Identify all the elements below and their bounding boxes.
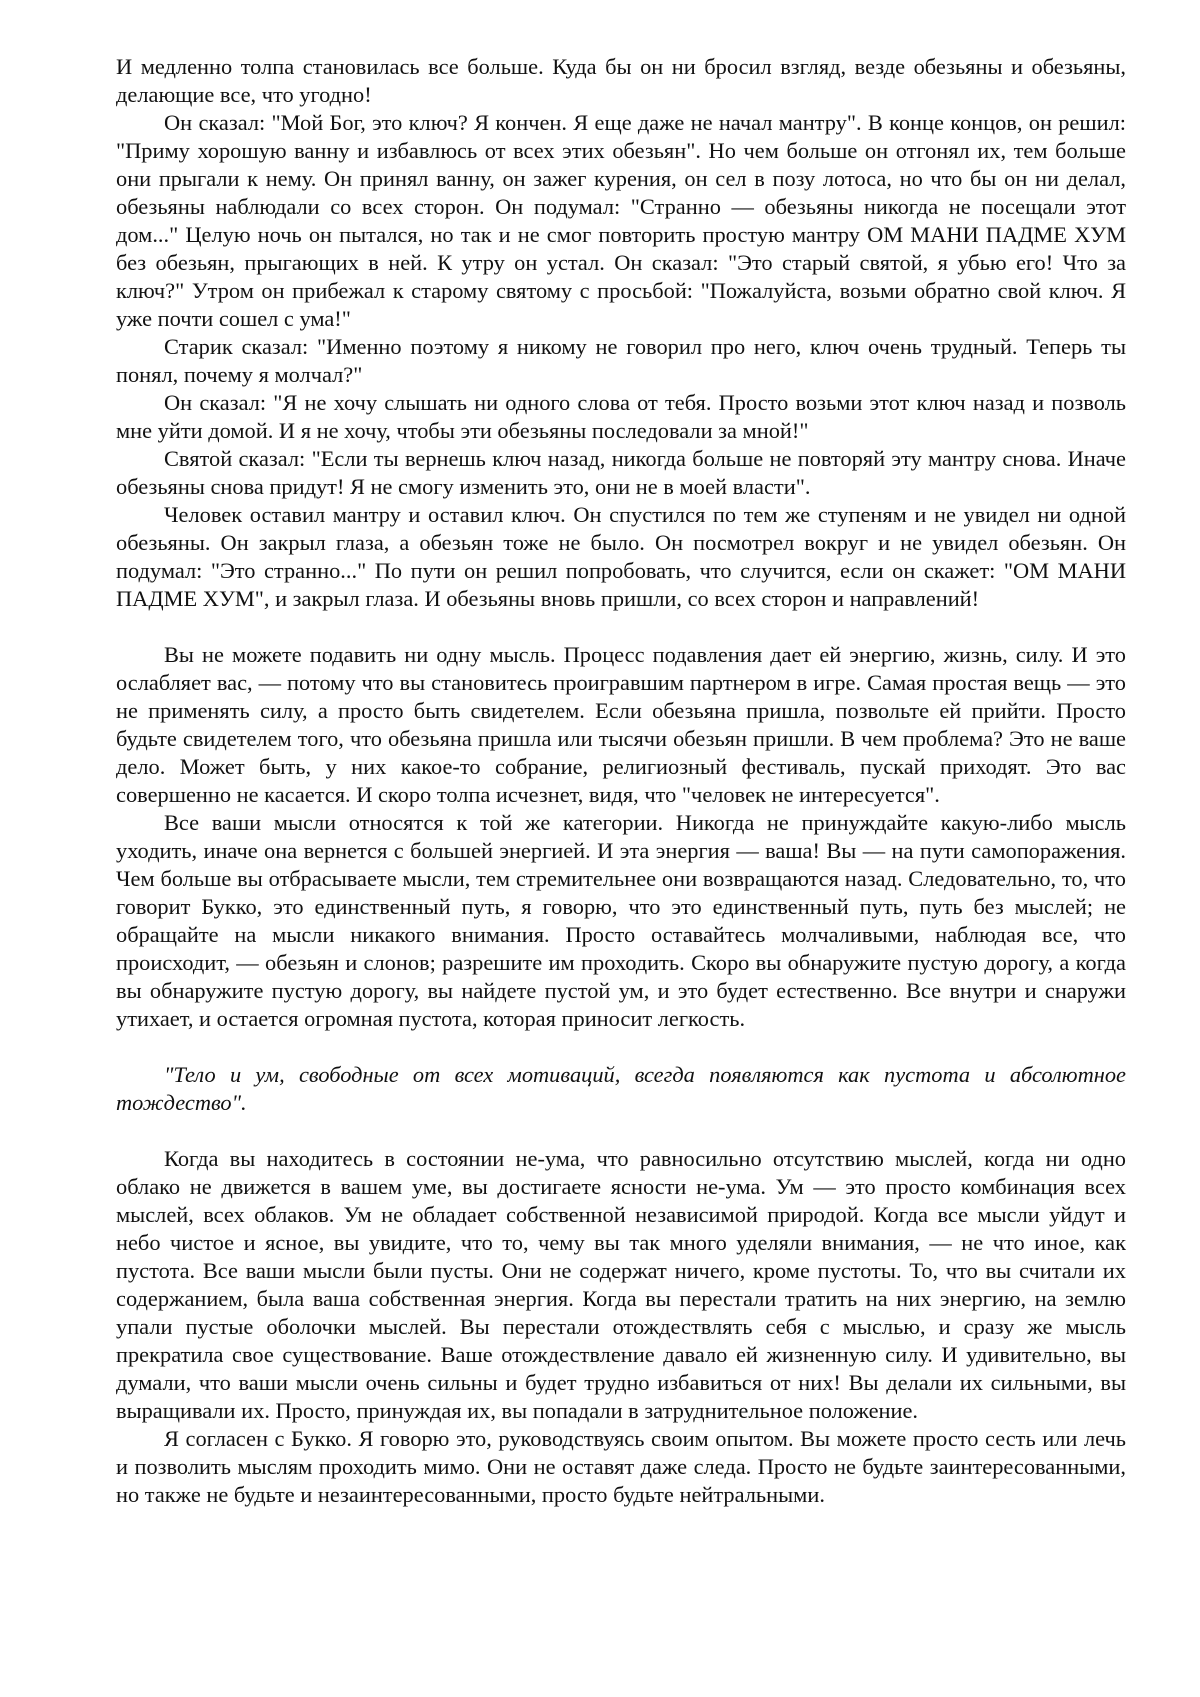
- paragraph: Человек оставил мантру и оставил ключ. Он спустился по тем же ступеням и не увидел ни одной обезьяны. Он закрыл глаза, а обезьян тоже не было. Он посмотрел вокруг и не увидел обезьян. Он подумал: "Это странно..." По пути он решил попробовать, что случится, если он скажет: "ОМ МАНИ ПАДМЕ ХУМ", и закрыл глаза. И обезьяны вновь пришли, со всех сторон и направлений!: [116, 502, 1126, 611]
- paragraph: Все ваши мысли относятся к той же категории. Никогда не принуждайте какую-либо мысль уходить, иначе она вернется с большей энергией. И эта энергия — ваша! Вы — на пути самопоражения. Чем больше вы отбрасываете мысли, тем стремительнее они возвращаются назад. Следовательно, то, что говорит Букко, это единственный путь, я говорю, что это единственный путь, путь без мыслей; не обращайте на мысли никакого внимания. Просто оставайтесь молчаливыми, наблюдая все, что происходит, — обезьян и слонов; разрешите им проходить. Скоро вы обнаружите пустую дорогу, а когда вы обнаружите пустую дорогу, вы найдете пустой ум, и это будет естественно. Все внутри и снаружи утихает, и остается огромная пустота, которая приносит легкость.: [116, 810, 1126, 1031]
- paragraph: Он сказал: "Мой Бог, это ключ? Я кончен. Я еще даже не начал мантру". В конце концов, он решил: "Приму хорошую ванну и избавлюсь от всех этих обезьян". Но чем больше он отгонял их, тем больше они прыгали к нему. Он принял ванну, он зажег курения, он сел в позу лотоса, но что бы он ни делал, обезьяны наблюдали со всех сторон. Он подумал: "Странно — обезьяны никогда не посещали этот дом..." Целую ночь он пытался, но так и не смог повторить простую мантру ОМ МАНИ ПАДМЕ ХУМ без обезьян, прыгающих в ней. К утру он устал. Он сказал: "Это старый святой, я убью его! Что за ключ?" Утром он прибежал к старому святому с просьбой: "Пожалуйста, возьми обратно свой ключ. Я уже почти сошел с ума!": [116, 110, 1126, 331]
- document-page: [116, 53, 1126, 1509]
- paragraph: Вы не можете подавить ни одну мысль. Процесс подавления дает ей энергию, жизнь, силу. И это ослабляет вас, — потому что вы становитесь проигравшим партнером в игре. Самая простая вещь — это не применять силу, а просто быть свидетелем. Если обезьяна пришла, позвольте ей прийти. Просто будьте свидетелем того, что обезьяна пришла или тысячи обезьян пришли. В чем проблема? Это не ваше дело. Может быть, у них какое-то собрание, религиозный фестиваль, пускай приходят. Это вас совершенно не касается. И скоро толпа исчезнет, видя, что "человек не интересуется".: [116, 642, 1126, 807]
- paragraph: Святой сказал: "Если ты вернешь ключ назад, никогда больше не повторяй эту мантру снова. Иначе обезьяны снова придут! Я не смогу изменить это, они не в моей власти".: [116, 446, 1126, 499]
- paragraph: Он сказал: "Я не хочу слышать ни одного слова от тебя. Просто возьми этот ключ назад и позволь мне уйти домой. И я не хочу, чтобы эти обезьяны последовали за мной!": [116, 390, 1126, 443]
- paragraph: И медленно толпа становилась все больше. Куда бы он ни бросил взгляд, везде обезьяны и обезьяны, делающие все, что угодно!: [116, 54, 1126, 107]
- paragraph: Когда вы находитесь в состоянии не-ума, что равносильно отсутствию мыслей, когда ни одно облако не движется в вашем уме, вы достигаете ясности не-ума. Ум — это просто комбинация всех мыслей, всех облаков. Ум не обладает собственной независимой природой. Когда все мысли уйдут и небо чистое и ясное, вы увидите, что то, чему вы так много уделяли внимания, — не что иное, как пустота. Все ваши мысли были пусты. Они не содержат ничего, кроме пустоты. То, что вы считали их содержанием, была ваша собственная энергия. Когда вы перестали тратить на них энергию, на землю упали пустые оболочки мыслей. Вы перестали отождествлять себя с мыслью, и сразу же мысль прекратила свое существование. Ваше отождествление давало ей жизненную силу. И удивительно, вы думали, что ваши мысли очень сильны и будет трудно избавиться от них! Вы делали их сильными, вы выращивали их. Просто, принуждая их, вы попадали в затруднительное положение.: [116, 1146, 1126, 1423]
- paragraph: Старик сказал: "Именно поэтому я никому не говорил про него, ключ очень трудный. Теперь ты понял, почему я молчал?": [116, 334, 1126, 387]
- paragraph: Я согласен с Букко. Я говорю это, руководствуясь своим опытом. Вы можете просто сесть или лечь и позволить мыслям проходить мимо. Они не оставят даже следа. Просто не будьте заинтересованными, но также не будьте и незаинтересованными, просто будьте нейтральными.: [116, 1426, 1126, 1507]
- quote-paragraph: "Тело и ум, свободные от всех мотиваций, всегда появляются как пустота и абсолютное тождество".: [116, 1062, 1126, 1115]
